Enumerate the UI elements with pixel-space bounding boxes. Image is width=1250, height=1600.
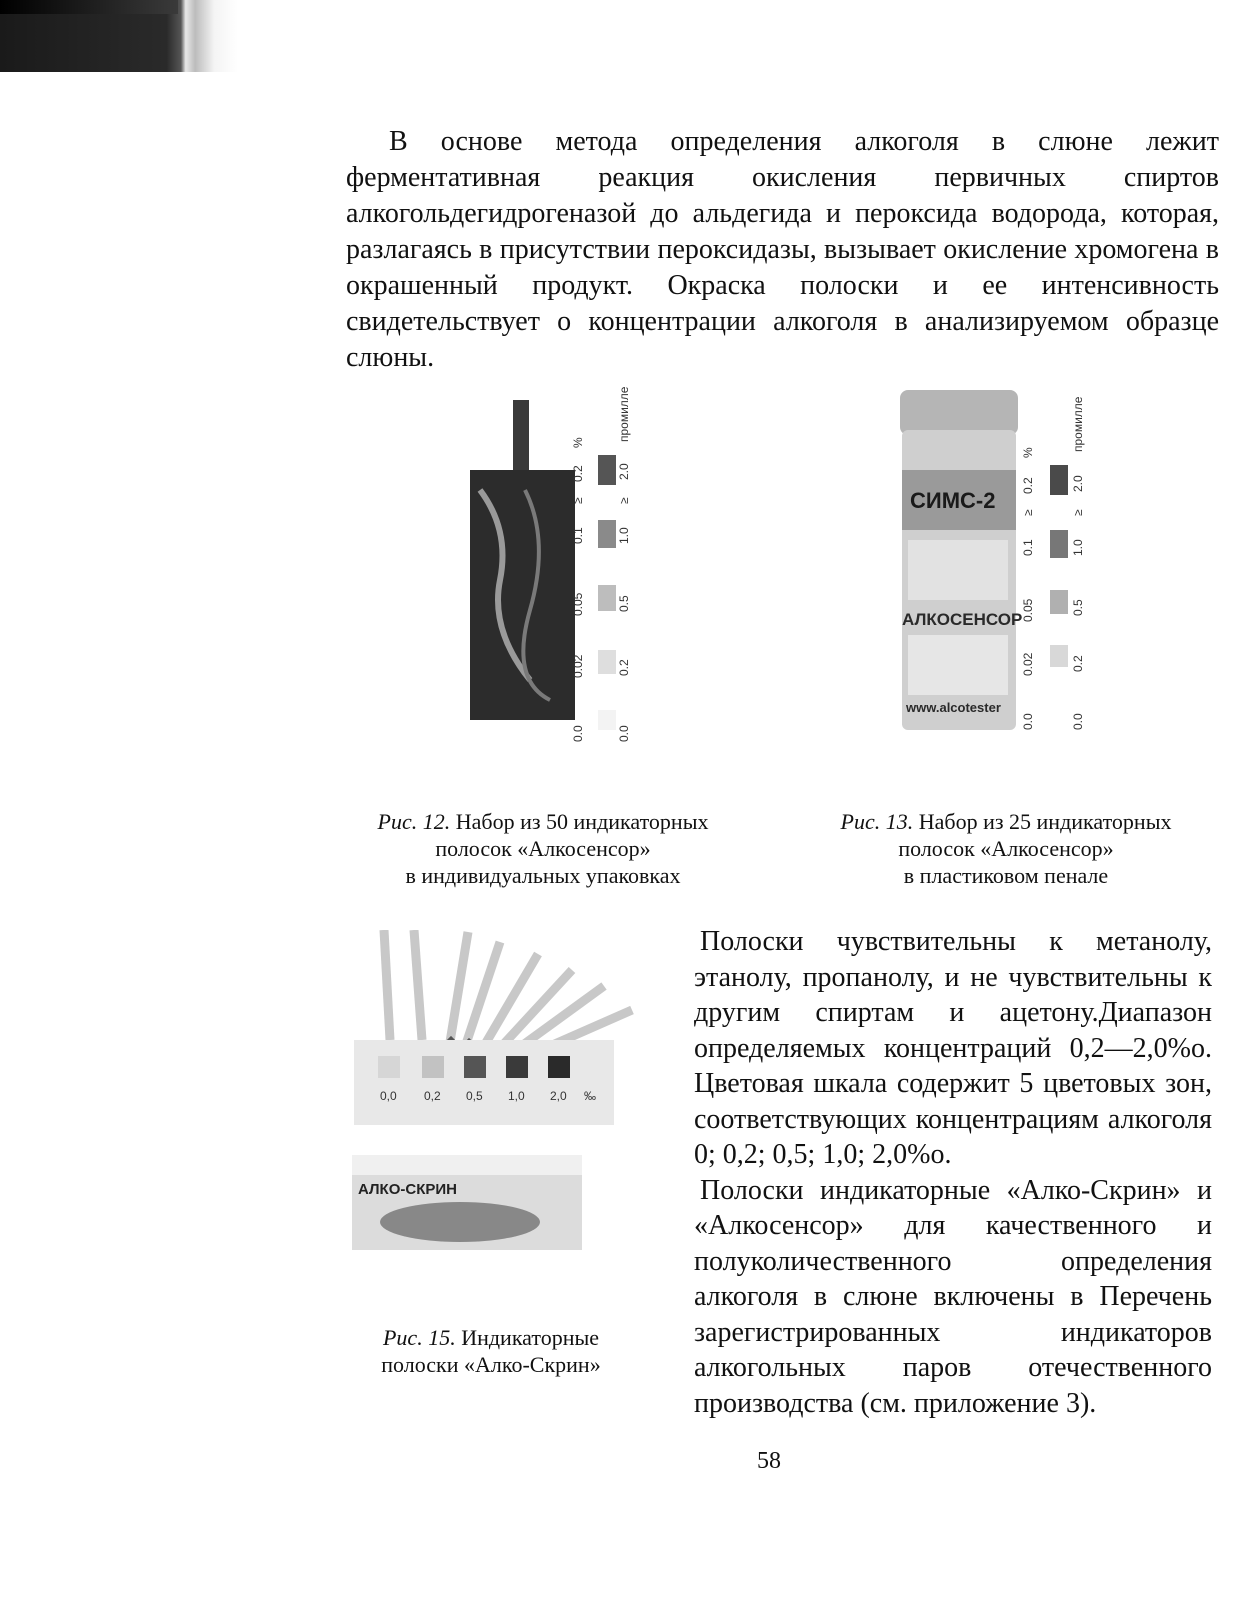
- figure-12-caption-line1: Набор из 50 индикаторных: [455, 809, 709, 834]
- figure-12-caption-line2: полосок «Алкосенсор»: [435, 836, 651, 861]
- figure-15-photo: [350, 930, 650, 1290]
- body-paragraph-1: Полоски чувствительны к метанолу, этанолу, пропанолу, и не чувствительны к другим спиртам и ацетону.Диапазон определяемых концентраций 0,2—2,0%о. Цветовая шкала содержит 5 цветовых зон, соответствующих концентрациям алкоголя 0; 0,2; 0,5; 1,0; 2,0%о.: [694, 926, 1212, 1170]
- figure-12-number: Рис. 12.: [377, 809, 451, 834]
- figure-13-photo: [898, 390, 1098, 750]
- figure-13-caption-line2: полосок «Алкосенсор»: [898, 836, 1114, 861]
- body-text: [694, 924, 1212, 1421]
- fig13-pct-1: 0.02: [1021, 652, 1035, 676]
- fig15-package-label: АЛКО-СКРИН: [358, 1181, 457, 1198]
- fig13-pct-0: 0.0: [1021, 713, 1035, 730]
- page-number: 58: [757, 1448, 781, 1474]
- fig15-scale-3: 1,0: [508, 1089, 525, 1103]
- fig15-scale-2: 0,5: [466, 1089, 483, 1103]
- fig15-scale-0: 0,0: [380, 1089, 397, 1103]
- fig12-pct-3: 0.1: [571, 527, 585, 544]
- fig12-pm-6: промилле: [617, 386, 631, 442]
- figure-13-caption-line3: в пластиковом пенале: [903, 863, 1109, 888]
- figure-15-number: Рис. 15.: [382, 1325, 456, 1350]
- figure-15-caption-line1: Индикаторные: [461, 1325, 600, 1350]
- fig15-scale-1: 0,2: [424, 1089, 441, 1103]
- figure-15: [350, 930, 650, 1290]
- figure-13-caption: [810, 808, 1202, 889]
- scan-edge-artifact: [0, 0, 238, 72]
- fig12-pm-2: 0.5: [617, 595, 631, 612]
- fig13-pm-0: 0.0: [1071, 713, 1085, 730]
- tube-product-label: АЛКОСЕНСОР: [902, 610, 1023, 629]
- fig12-pct-2: 0.05: [571, 592, 585, 616]
- fig12-pm-3: 1.0: [617, 527, 631, 544]
- figure-15-caption-line2: полоски «Алко-Скрин»: [381, 1352, 601, 1377]
- figure-12-photo: [470, 380, 660, 760]
- figure-13: [898, 390, 1098, 750]
- fig12-pm-0: 0.0: [617, 725, 631, 742]
- figure-13-caption-line1: Набор из 25 индикаторных: [918, 809, 1172, 834]
- fig13-pct-4: ≥: [1021, 509, 1035, 516]
- intro-paragraph: В основе метода определения алкоголя в слюне лежит ферментативная реакция окисления первичных спиртов алкогольдегидрогеназой до альдегида и пероксида водорода, которая, разлагаясь в присутствии пероксидазы, вызывает окисление хромогена в окрашенный продукт. Окраска полоски и ее интенсивность свидетельствует о концентрации алкоголя в анализируемом образце слюны.: [346, 126, 1219, 373]
- figure-12: [470, 380, 660, 760]
- fig13-pm-2: 0.5: [1071, 599, 1085, 616]
- fig12-pct-4: ≥: [571, 497, 585, 504]
- tube-site-label: www.alcotester: [906, 700, 1001, 715]
- figure-15-caption: [356, 1324, 626, 1378]
- fig13-pct-6: %: [1021, 447, 1035, 458]
- tube-brand-label: СИМС-2: [910, 488, 996, 513]
- figure-12-caption-line3: в индивидуальных упаковках: [405, 863, 681, 888]
- fig12-pct-5: 0.2: [571, 465, 585, 482]
- fig12-pct-1: 0.02: [571, 654, 585, 678]
- fig13-pm-6: промилле: [1071, 396, 1085, 452]
- figure-13-number: Рис. 13.: [840, 809, 914, 834]
- fig12-pct-6: %: [571, 437, 585, 448]
- body-paragraph-2: Полоски индикаторные «Алко-Скрин» и «Алкосенсор» для качественного и полуколичественного определения алкоголя в слюне включены в Перечень зарегистрированных индикаторов алкогольных паров отечественного производства (см. приложение 3).: [694, 1174, 1212, 1419]
- fig12-pm-1: 0.2: [617, 659, 631, 676]
- fig13-pct-3: 0.1: [1021, 539, 1035, 556]
- fig15-scale-4: 2,0: [550, 1089, 567, 1103]
- fig13-pct-2: 0.05: [1021, 598, 1035, 622]
- fig13-pm-5: 2.0: [1071, 475, 1085, 492]
- fig13-pct-5: 0.2: [1021, 477, 1035, 494]
- fig12-pm-4: ≥: [617, 497, 631, 504]
- fig13-pm-3: 1.0: [1071, 539, 1085, 556]
- fig15-scale-5: ‰: [584, 1089, 596, 1103]
- fig12-pct-0: 0.0: [571, 725, 585, 742]
- figure-12-caption: [346, 808, 740, 889]
- fig13-pm-4: ≥: [1071, 509, 1085, 516]
- fig12-pm-5: 2.0: [617, 463, 631, 480]
- fig13-pm-1: 0.2: [1071, 655, 1085, 672]
